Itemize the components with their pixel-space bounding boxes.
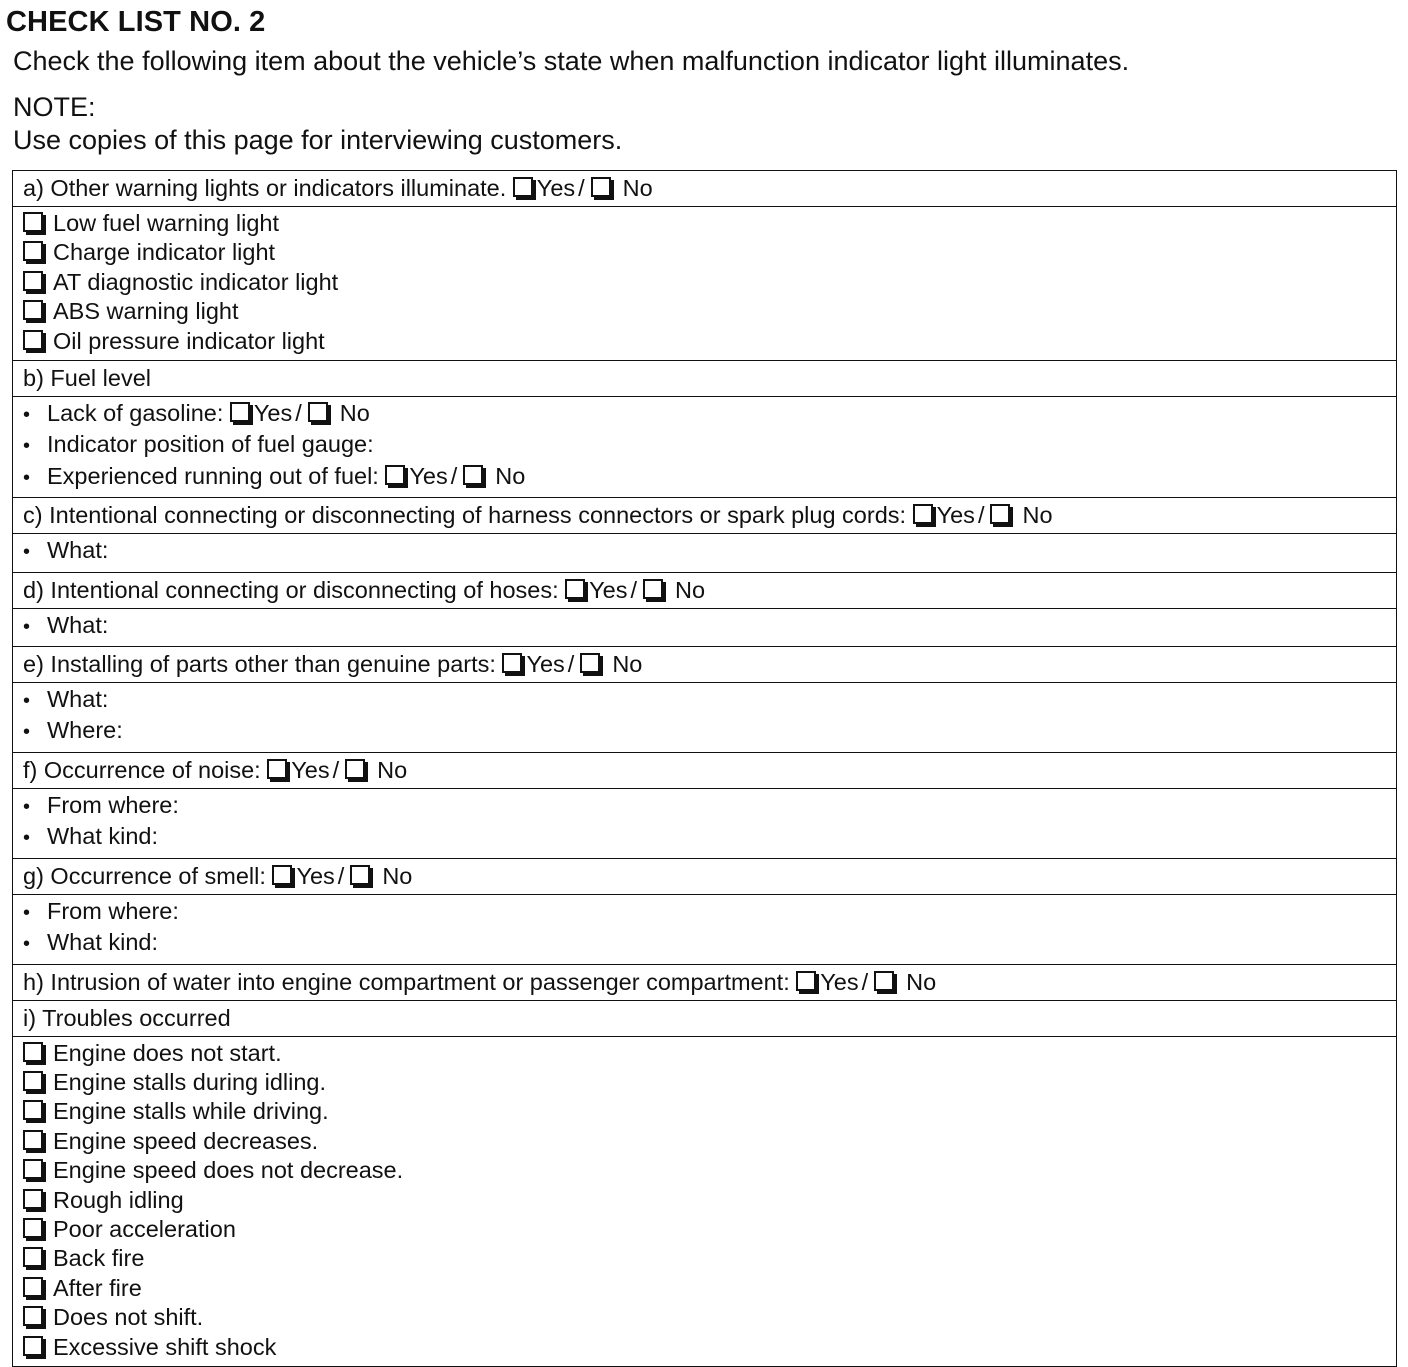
note-label: NOTE:	[13, 92, 96, 122]
yes-checkbox[interactable]	[272, 865, 292, 885]
no-checkbox[interactable]	[463, 465, 483, 485]
section-c-heading: c) Intentional connecting or disconnecting of harness connectors or spark plug cords: Yes / No	[23, 502, 1053, 529]
what-line: • What:	[23, 686, 109, 713]
no-checkbox[interactable]	[990, 504, 1010, 524]
trouble-item: Engine does not start.	[23, 1039, 1396, 1068]
trouble-item: Engine stalls during idling.	[23, 1068, 1396, 1097]
no-checkbox[interactable]	[874, 971, 894, 991]
trouble-item: Poor acceleration	[23, 1215, 1396, 1244]
section-h-header-row	[13, 964, 1397, 1000]
yes-no-group: Yes / No	[267, 757, 407, 783]
section-e-header-row	[13, 647, 1397, 683]
checklist-table	[12, 170, 1397, 1367]
what-line: • What:	[23, 611, 109, 638]
note-text: Use copies of this page for interviewing customers.	[13, 125, 623, 155]
section-e-heading: e) Installing of parts other than genuine parts: Yes / No	[23, 651, 643, 678]
what-line: • What:	[23, 537, 109, 564]
yes-checkbox[interactable]	[796, 971, 816, 991]
from-where-line: • From where:	[23, 897, 179, 924]
checkbox[interactable]	[23, 1130, 43, 1150]
yes-no-group: Yes / No	[272, 863, 412, 889]
yes-checkbox[interactable]	[513, 177, 533, 197]
section-b-header-row	[13, 361, 1397, 397]
checkbox[interactable]	[23, 1189, 43, 1209]
checkbox[interactable]	[23, 1306, 43, 1326]
yes-checkbox[interactable]	[385, 465, 405, 485]
section-d-header-row	[13, 572, 1397, 608]
warning-light-item: Low fuel warning light	[23, 209, 1396, 238]
section-f-body-row	[13, 788, 1397, 858]
from-where-line: • From where:	[23, 791, 179, 818]
no-checkbox[interactable]	[591, 177, 611, 197]
no-checkbox[interactable]	[350, 865, 370, 885]
checkbox[interactable]	[23, 1071, 43, 1091]
trouble-item: Back fire	[23, 1244, 1396, 1273]
section-a-header-row	[13, 171, 1397, 207]
yes-no-group: Yes / No	[230, 400, 370, 426]
section-b-heading: b) Fuel level	[23, 365, 151, 392]
no-checkbox[interactable]	[308, 402, 328, 422]
page-title: CHECK LIST NO. 2	[6, 6, 266, 38]
no-checkbox[interactable]	[643, 579, 663, 599]
yes-checkbox[interactable]	[230, 402, 250, 422]
section-h-heading: h) Intrusion of water into engine compartment or passenger compartment: Yes / No	[23, 968, 937, 995]
yes-checkbox[interactable]	[267, 759, 287, 779]
warning-light-item: ABS warning light	[23, 297, 1396, 326]
lack-of-gasoline-line: • Lack of gasoline: Yes / No	[23, 400, 370, 427]
section-i-heading: i) Troubles occurred	[23, 1004, 231, 1031]
checkbox[interactable]	[23, 241, 43, 261]
intro-text: Check the following item about the vehicle’s state when malfunction indicator light illuminates.	[13, 46, 1130, 76]
trouble-item: Does not shift.	[23, 1303, 1396, 1332]
checkbox[interactable]	[23, 271, 43, 291]
ran-out-of-fuel-line: • Experienced running out of fuel: Yes / No	[23, 462, 526, 489]
checkbox[interactable]	[23, 1277, 43, 1297]
trouble-item: Engine speed decreases.	[23, 1127, 1396, 1156]
trouble-item: Rough idling	[23, 1186, 1396, 1215]
checkbox[interactable]	[23, 300, 43, 320]
trouble-item: Engine speed does not decrease.	[23, 1156, 1396, 1185]
where-line: • Where:	[23, 717, 123, 744]
trouble-item: Engine stalls while driving.	[23, 1097, 1396, 1126]
section-c-header-row	[13, 498, 1397, 534]
checkbox[interactable]	[23, 1159, 43, 1179]
what-kind-line: • What kind:	[23, 929, 159, 956]
section-a-body-row	[13, 207, 1397, 361]
fuel-gauge-line: • Indicator position of fuel gauge:	[23, 431, 374, 458]
section-a-heading: a) Other warning lights or indicators illuminate. Yes / No	[23, 175, 653, 201]
checkbox[interactable]	[23, 1336, 43, 1356]
what-kind-line: • What kind:	[23, 823, 159, 850]
checkbox[interactable]	[23, 1100, 43, 1120]
yes-checkbox[interactable]	[502, 653, 522, 673]
checkbox[interactable]	[23, 1042, 43, 1062]
section-f-header-row	[13, 752, 1397, 788]
section-i-body-row	[13, 1036, 1397, 1366]
yes-no-group: Yes / No	[565, 577, 705, 603]
yes-no-group: Yes / No	[502, 651, 642, 677]
section-f-heading: f) Occurrence of noise: Yes / No	[23, 756, 408, 783]
checkbox[interactable]	[23, 1247, 43, 1267]
section-g-header-row	[13, 858, 1397, 894]
section-b-body-row	[13, 397, 1397, 498]
no-checkbox[interactable]	[580, 653, 600, 673]
yes-no-group: Yes / No	[513, 175, 653, 201]
no-checkbox[interactable]	[345, 759, 365, 779]
section-d-heading: d) Intentional connecting or disconnecting of hoses: Yes / No	[23, 576, 706, 603]
checkbox[interactable]	[23, 330, 43, 350]
section-g-heading: g) Occurrence of smell: Yes / No	[23, 862, 413, 889]
trouble-item: After fire	[23, 1274, 1396, 1303]
section-c-body-row	[13, 534, 1397, 572]
warning-light-item: Oil pressure indicator light	[23, 327, 1396, 356]
checkbox[interactable]	[23, 1218, 43, 1238]
warning-light-item: Charge indicator light	[23, 238, 1396, 267]
yes-no-group: Yes / No	[796, 969, 936, 995]
yes-no-group: Yes / No	[913, 502, 1053, 528]
section-d-body-row	[13, 608, 1397, 646]
section-i-header-row	[13, 1000, 1397, 1036]
section-e-body-row	[13, 683, 1397, 753]
yes-checkbox[interactable]	[565, 579, 585, 599]
trouble-item: Excessive shift shock	[23, 1333, 1396, 1362]
warning-light-item: AT diagnostic indicator light	[23, 268, 1396, 297]
yes-no-group: Yes / No	[385, 463, 525, 489]
checkbox[interactable]	[23, 212, 43, 232]
yes-checkbox[interactable]	[913, 504, 933, 524]
section-g-body-row	[13, 894, 1397, 964]
